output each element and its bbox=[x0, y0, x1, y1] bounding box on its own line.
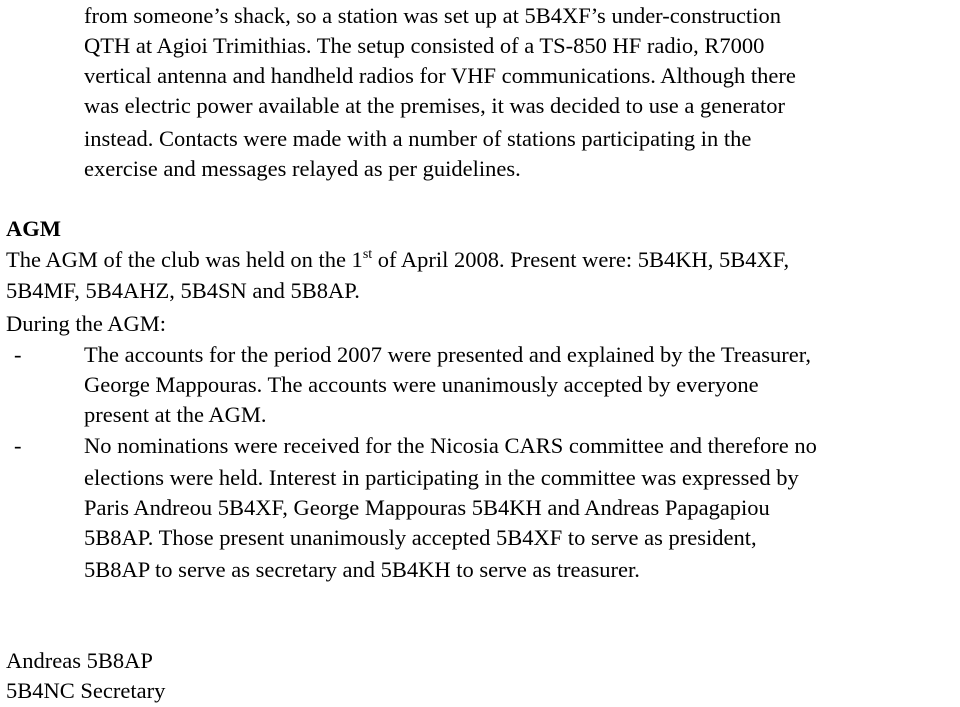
bullet-line: Paris Andreou 5B4XF, George Mappouras 5B4KH and Andreas Papagapiou bbox=[84, 495, 770, 520]
intro-line: was electric power available at the premises, it was decided to use a generator bbox=[84, 93, 785, 118]
section-heading: AGM bbox=[6, 216, 61, 241]
intro-line: instead. Contacts were made with a number of stations participating in the bbox=[84, 126, 752, 151]
ordinal-superscript: st bbox=[362, 247, 373, 262]
bullet-marker: - bbox=[14, 342, 22, 367]
bullet-line: No nominations were received for the Nicosia CARS committee and therefore no bbox=[84, 433, 817, 458]
present-members-line: 5B4MF, 5B4AHZ, 5B4SN and 5B8AP. bbox=[6, 278, 360, 303]
intro-line: from someone’s shack, so a station was set up at 5B4XF’s under-construction bbox=[84, 3, 781, 28]
intro-line: exercise and messages relayed as per guidelines. bbox=[84, 156, 521, 181]
bullet-line: elections were held. Interest in participating in the committee was expressed by bbox=[84, 465, 799, 490]
during-agm-label: During the AGM: bbox=[6, 311, 166, 336]
bullet-line: present at the AGM. bbox=[84, 402, 267, 427]
agm-date-before: The AGM of the club was held on the 1 bbox=[6, 247, 363, 272]
bullet-line: 5B8AP to serve as secretary and 5B4KH to serve as treasurer. bbox=[84, 557, 640, 582]
signature-name: Andreas 5B8AP bbox=[6, 648, 153, 673]
agm-date-line bbox=[6, 245, 789, 274]
bullet-line: 5B8AP. Those present unanimously accepted 5B4XF to serve as president, bbox=[84, 525, 757, 550]
agm-date-after: of April 2008. Present were: 5B4KH, 5B4XF, bbox=[372, 247, 790, 272]
intro-line: vertical antenna and handheld radios for VHF communications. Although there bbox=[84, 63, 796, 88]
bullet-marker: - bbox=[14, 433, 22, 458]
bullet-line: The accounts for the period 2007 were presented and explained by the Treasurer, bbox=[84, 342, 811, 367]
intro-line: QTH at Agioi Trimithias. The setup consisted of a TS-850 HF radio, R7000 bbox=[84, 33, 765, 58]
signature-title: 5B4NC Secretary bbox=[6, 678, 166, 703]
bullet-line: George Mappouras. The accounts were unanimously accepted by everyone bbox=[84, 372, 759, 397]
